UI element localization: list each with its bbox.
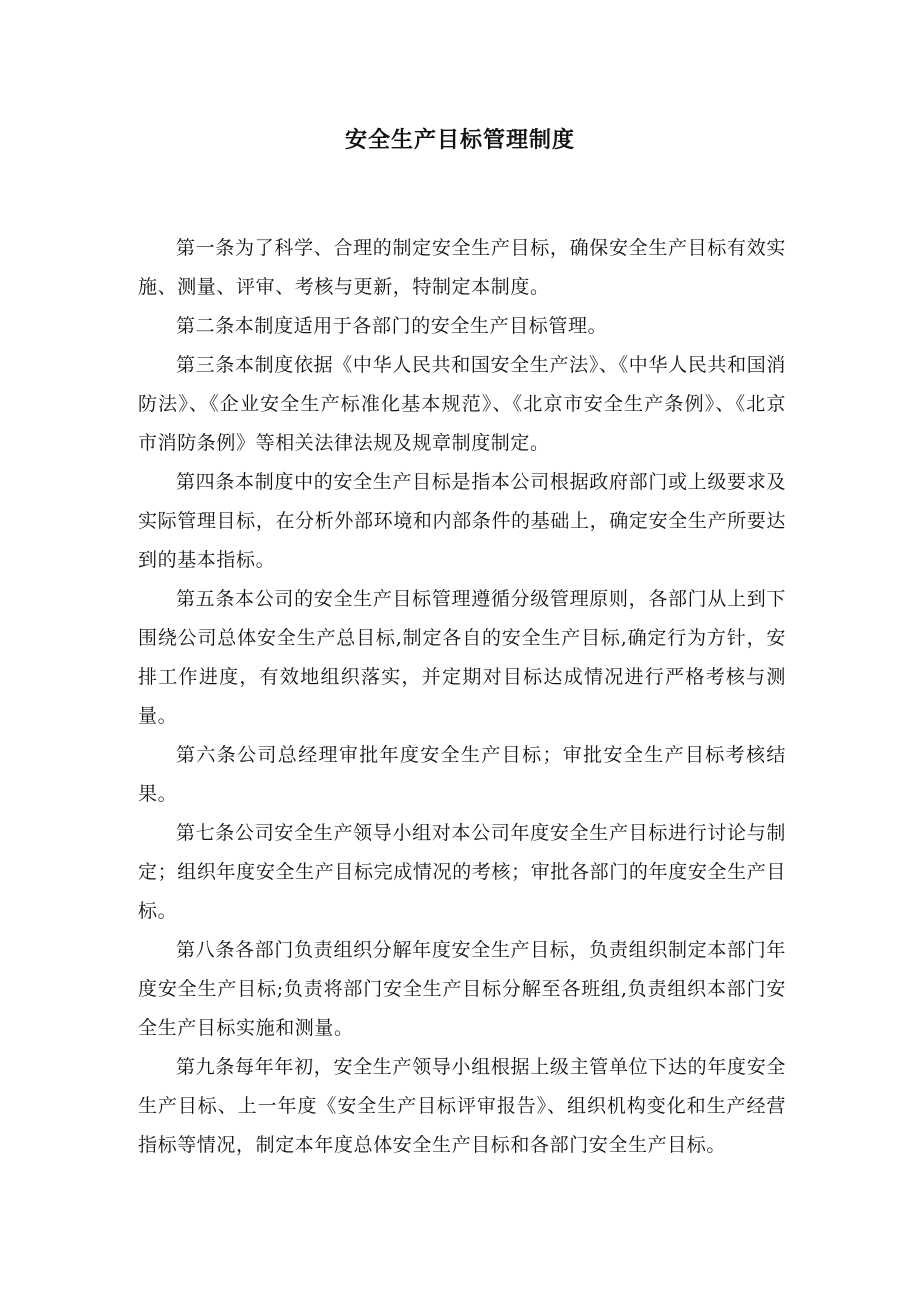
article-4: 第四条本制度中的安全生产目标是指本公司根据政府部门或上级要求及实际管理目标，在分析外部环境和内部条件的基础上，确定安全生产所要达到的基本指标。 xyxy=(138,471,786,571)
article-7: 第七条公司安全生产领导小组对本公司年度安全生产目标进行讨论与制定；组织年度安全生产目标完成情况的考核；审批各部门的年度安全生产目标。 xyxy=(138,822,786,922)
article-3: 第三条本制度依据《中华人民共和国安全生产法》、《中华人民共和国消防法》、《企业安全生产标准化基本规范》、《北京市安全生产条例》、《北京市消防条例》等相关法律法规及规章制度制定。 xyxy=(138,354,786,454)
article-1: 第一条为了科学、合理的制定安全生产目标，确保安全生产目标有效实施、测量、评审、考核与更新，特制定本制度。 xyxy=(138,237,786,298)
article-5: 第五条本公司的安全生产目标管理遵循分级管理原则，各部门从上到下围绕公司总体安全生产总目标,制定各自的安全生产目标,确定行为方针，安排工作进度，有效地组织落实，并定期对目标达成情况进行严格考核与测量。 xyxy=(138,588,786,727)
document-title: 安全生产目标管理制度 xyxy=(344,128,575,153)
article-8: 第八条各部门负责组织分解年度安全生产目标，负责组织制定本部门年度安全生产目标;负责将部门安全生产目标分解至各班组,负责组织本部门安全生产目标实施和测量。 xyxy=(138,939,786,1039)
article-6: 第六条公司总经理审批年度安全生产目标；审批安全生产目标考核结果。 xyxy=(138,744,786,805)
article-2: 第二条本制度适用于各部门的安全生产目标管理。 xyxy=(176,315,608,337)
document-body xyxy=(138,229,786,1165)
article-9: 第九条每年年初，安全生产领导小组根据上级主管单位下达的年度安全生产目标、上一年度《安全生产目标评审报告》、组织机构变化和生产经营指标等情况，制定本年度总体安全生产目标和各部门安全生产目标。 xyxy=(138,1056,786,1156)
